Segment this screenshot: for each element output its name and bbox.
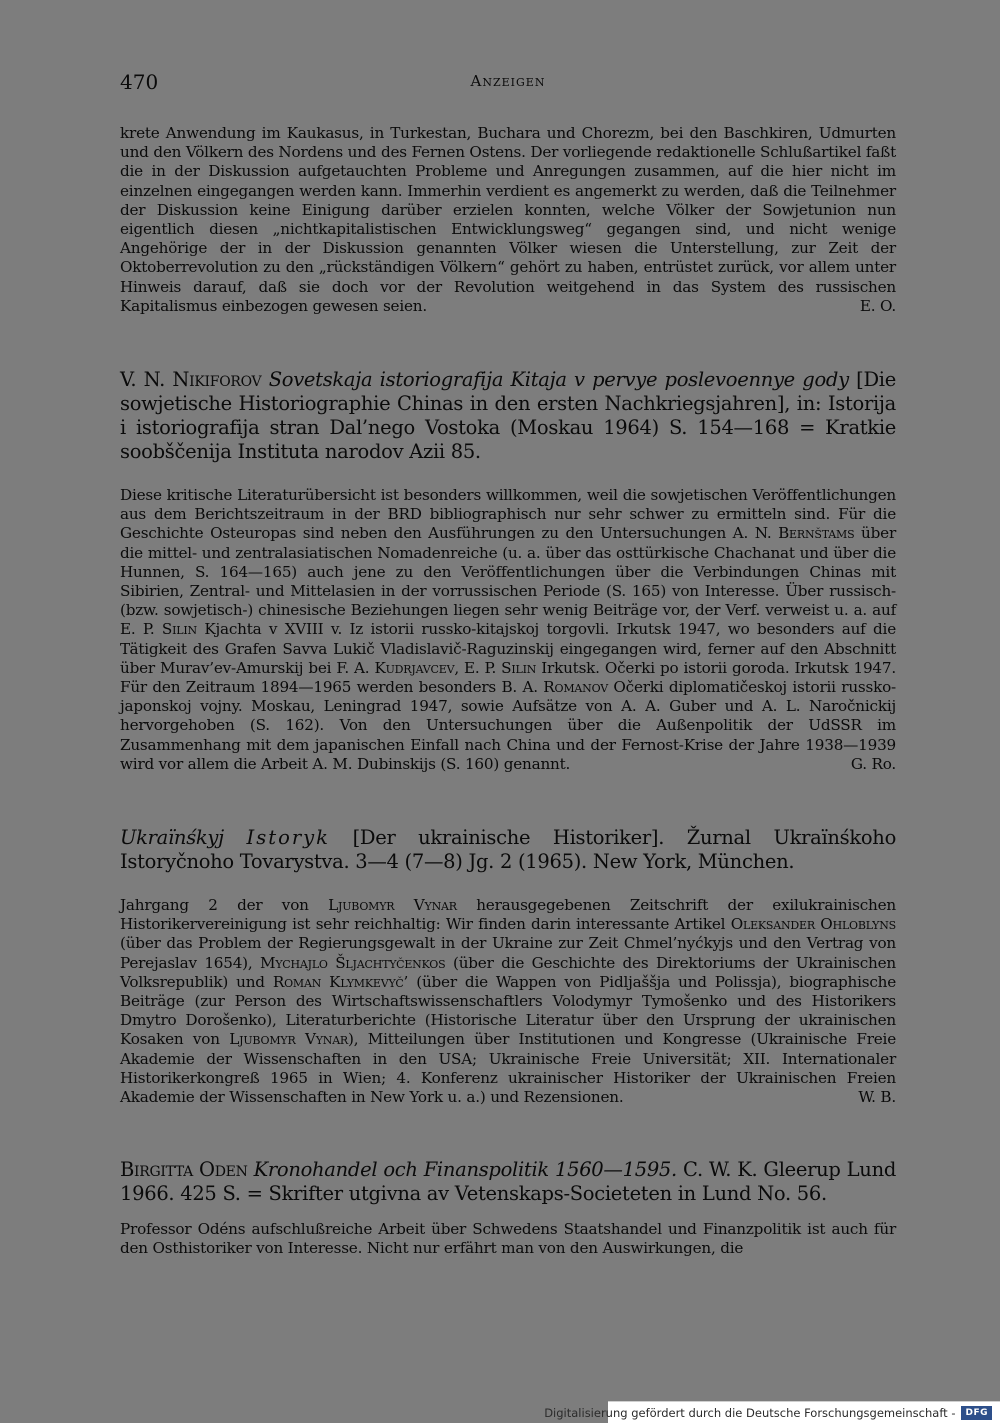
review-entry-ukrainskyj-istoryk — [120, 826, 896, 1107]
work-title: Sovetskaja istoriografija Kitaja v pervye poslevoennye gody — [268, 368, 849, 391]
review-body — [120, 1220, 896, 1258]
signature: W. B. — [858, 1088, 896, 1107]
page-number: 470 — [120, 70, 159, 94]
cited-author: Roman Klymkevyč’ — [272, 972, 409, 991]
continuation-paragraph — [120, 124, 896, 316]
review-text: Diese kritische Literaturübersicht ist besonders willkommen, weil die sowjetischen Veröffentlichungen aus dem Berichtszeitraum in der BRD bibliographisch nur sehr schwer zu ermitteln sind. Für die Geschichte Osteuropas sind neben den Ausführungen zu den Untersuchungen A. N. — [120, 486, 896, 543]
cited-author: Oleksander Ohloblyns — [730, 915, 896, 934]
review-text: herausgegebenen Zeitschrift der exilukrainischen Historikervereinigung ist sehr reichhaltig: Wir finden darin interessante Artikel — [120, 896, 896, 934]
review-body — [120, 486, 896, 774]
review-text: Irkutsk. Očerki po istorii goroda. Irkutsk 1947. Für den Zeitraum 1894—1965 werden besonders B. A. — [120, 658, 896, 697]
journal-title: Ukraïnśkyj — [120, 826, 224, 849]
cited-author: Ljubomyr Vynar — [229, 1030, 349, 1049]
author-name: Birgitta Oden — [120, 1158, 248, 1181]
review-text: Jahrgang 2 der von — [120, 896, 309, 914]
review-text: , E. P. — [454, 658, 497, 677]
work-title: Kronohandel och Finanspolitik 1560—1595. — [253, 1158, 677, 1181]
signature: E. O. — [859, 296, 896, 315]
review-entry-nikiforov — [120, 368, 896, 774]
digitization-footer — [544, 1401, 1000, 1423]
review-text: über die mittel- und zentralasiatischen Nomadenreiche (u. a. über das osttürkische Chachanat und über die Hunnen, S. 164—165) auch jene zu den Veröffentlichungen über die Verbindungen Chinas mit Sibirien, Zentral- und Mittelasien in der vorrussischen Periode (S. 165) von Interesse. Über russisch- (bzw. sowjetisch-) chinesische Beziehungen liegen sehr wenig Beiträge vor, der Verf. verweist u. a. auf E. P. — [120, 524, 896, 639]
dfg-logo: DFG — [961, 1406, 992, 1420]
author-name: V. N. Nikiforov — [120, 368, 262, 391]
review-body — [120, 896, 896, 1107]
continuation-section — [120, 124, 896, 316]
review-text: (über die Geschichte des Direktoriums der Ukrainischen Volksrepublik) und — [120, 953, 896, 991]
bibliographic-details: C. W. K. Gleerup Lund 1966. 425 S. = Skrifter utgivna av Vetenskaps-Societeten in Lund No. 56. — [120, 1158, 897, 1205]
bibliographic-details: [Der ukrainische Historiker]. Žurnal Ukraïnśkoho Istoryčnoho Tovarystva. 3—4 (7—8) Jg. 2 (1965). New York, München. — [120, 826, 897, 873]
entry-heading — [120, 368, 896, 464]
review-text: ), Mitteilungen über Institutionen und Kongresse (Ukrainische Freie Akademie der Wissenschaften in den USA; Ukrainische Freie Universität; XII. Internationaler Historikerkongreß 1965 in Wien; 4. Konferenz ukrainischer Historiker der Ukrainischen Freien Akademie der Wissenschaften in New York u. a.) und Rezensionen. — [120, 1030, 896, 1107]
cited-author: Kudrjavcev — [374, 658, 455, 677]
cited-author: Silin — [161, 620, 197, 639]
journal-title-spaced: Istoryk — [246, 826, 330, 849]
cited-author: Romanov — [543, 678, 608, 697]
review-text: (über die Wappen von Pidljaššja und Polissja), biographische Beiträge (zur Person des Wirtschaftswissenschaftlers Volodymyr Tymošenko und des Historikers Dmytro Dorošenko), Literaturberichte (Historische Literatur über den Ursprung der ukrainischen Kosaken von — [120, 972, 896, 1049]
review-text: (über das Problem der Regierungsgewalt in der Ukraine zur Zeit Chmel’nyćkyjs und den Vertrag von Perejaslav 1654), — [120, 934, 896, 972]
bibliographic-details: [Die sowjetische Historiographie Chinas in den ersten Nachkriegsjahren], in: Istorija i istoriografija stran Dal’nego Vostoka (Moskau 1964) S. 154—168 = Kratkie soobščenija Instituta narodov Azii 85. — [120, 368, 896, 463]
entry-heading — [120, 1158, 896, 1206]
cited-author: Bernštams — [778, 524, 855, 543]
page-header — [120, 70, 896, 94]
cited-author: Mychajlo Šljachtyčenkos — [260, 953, 446, 972]
footer-text: Digitalisierung gefördert durch die Deutsche Forschungsgemeinschaft - — [544, 1405, 956, 1420]
cited-author: Silin — [501, 658, 537, 677]
review-text: Professor Odéns aufschlußreiche Arbeit über Schwedens Staatshandel und Finanzpolitik ist auch für den Osthistoriker von Interesse. Nicht nur erfährt man von den Auswirkungen, die — [120, 1220, 896, 1258]
review-entry-oden — [120, 1158, 896, 1258]
cited-author: Ljubomyr Vynar — [328, 896, 457, 914]
continuation-text: krete Anwendung im Kaukasus, in Turkestan, Buchara und Chorezm, bei den Baschkiren, Udmurten und den Völkern des Nordens und des Fernen Ostens. Der vorliegende redaktionelle Schlußartikel faßt die in der Diskussion aufgetauchten Probleme und Anregungen zusammen, auf die hier nicht im einzelnen eingegangen werden kann. Immerhin verdient es angemerkt zu werden, daß die Teilnehmer der Diskussion keine Einigung darüber erzielen konnten, welche Völker der Sowjetunion nun eigentlich diesen „nichtkapitalistischen Entwicklungsweg“ gegangen sind, und nicht wenige Angehörige der in der Diskussion genannten Völker wiesen die Unterstellung, zur Zeit der Oktoberrevolution zu den „rückständigen Völkern“ gehört zu haben, entrüstet zurück, vor allem unter Hinweis darauf, daß sie doch vor der Revolution weitgehend in das System des russischen Kapitalismus einbezogen gewesen seien. — [120, 124, 896, 315]
entry-heading — [120, 826, 896, 874]
signature: G. Ro. — [850, 754, 896, 773]
review-text: Kjachta v XVIII v. Iz istorii russko-kitajskoj torgovli. Irkutsk 1947, wo besonders auf die Tätigkeit des Grafen Savva Lukič Vladislavič-Raguzinskij eingegangen wird, ferner auf den Abschnitt über Murav’ev-Amurskij bei F. A. — [120, 620, 896, 677]
review-text: Očerki diplomatičeskoj istorii russko-japonskoj vojny. Moskau, Leningrad 1947, sowie Aufsätze von A. A. Guber und A. L. Naročnickij hervorgehoben (S. 162). Von den Untersuchungen über die Außenpolitik der UdSSR im Zusammenhang mit dem japanischen Einfall nach China und der Fernost-Krise der Jahre 1938—1939 wird vor allem die Arbeit A. M. Dubinskijs (S. 160) genannt. — [120, 678, 896, 773]
running-head: Anzeigen — [470, 72, 546, 90]
